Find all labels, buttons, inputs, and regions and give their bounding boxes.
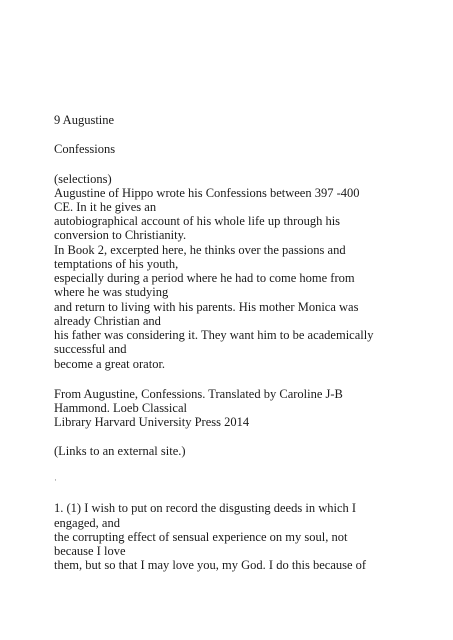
intro-line: especially during a period where he had to come home from (54, 271, 355, 285)
source-line: From Augustine, Confessions. Translated by Caroline J-B (54, 387, 343, 401)
document-title: Confessions (54, 142, 116, 156)
intro-line: CE. In it he gives an (54, 200, 157, 214)
intro-line: successful and (54, 342, 127, 356)
intro-line: Augustine of Hippo wrote his Confessions between 397 -400 (54, 186, 360, 200)
intro-line: In Book 2, excerpted here, he thinks over the passions and (54, 243, 346, 257)
body-line: them, but so that I may love you, my God. I do this because of (54, 558, 367, 572)
source-line: Hammond. Loeb Classical (54, 401, 187, 415)
body-line: the corrupting effect of sensual experience on my soul, not (54, 530, 348, 544)
intro-line: and return to living with his parents. His mother Monica was (54, 300, 359, 314)
intro-line: already Christian and (54, 314, 161, 328)
source-line: Library Harvard University Press 2014 (54, 415, 250, 429)
intro-line: become a great orator. (54, 357, 166, 371)
body-line: 1. (1) I wish to put on record the disgusting deeds in which I (54, 501, 357, 515)
intro-line: autobiographical account of his whole life up through his (54, 214, 341, 228)
chapter-heading: 9 Augustine (54, 113, 115, 127)
intro-line: (selections) (54, 172, 112, 186)
intro-line: his father was considering it. They want him to be academically (54, 328, 374, 342)
external-link[interactable]: (Links to an external site.) (54, 444, 186, 458)
separator-mark: · (54, 475, 57, 485)
intro-line: conversion to Christianity. (54, 228, 187, 242)
intro-line: where he was studying (54, 285, 169, 299)
body-line: because I love (54, 544, 126, 558)
body-line: engaged, and (54, 516, 120, 530)
intro-line: temptations of his youth, (54, 257, 179, 271)
